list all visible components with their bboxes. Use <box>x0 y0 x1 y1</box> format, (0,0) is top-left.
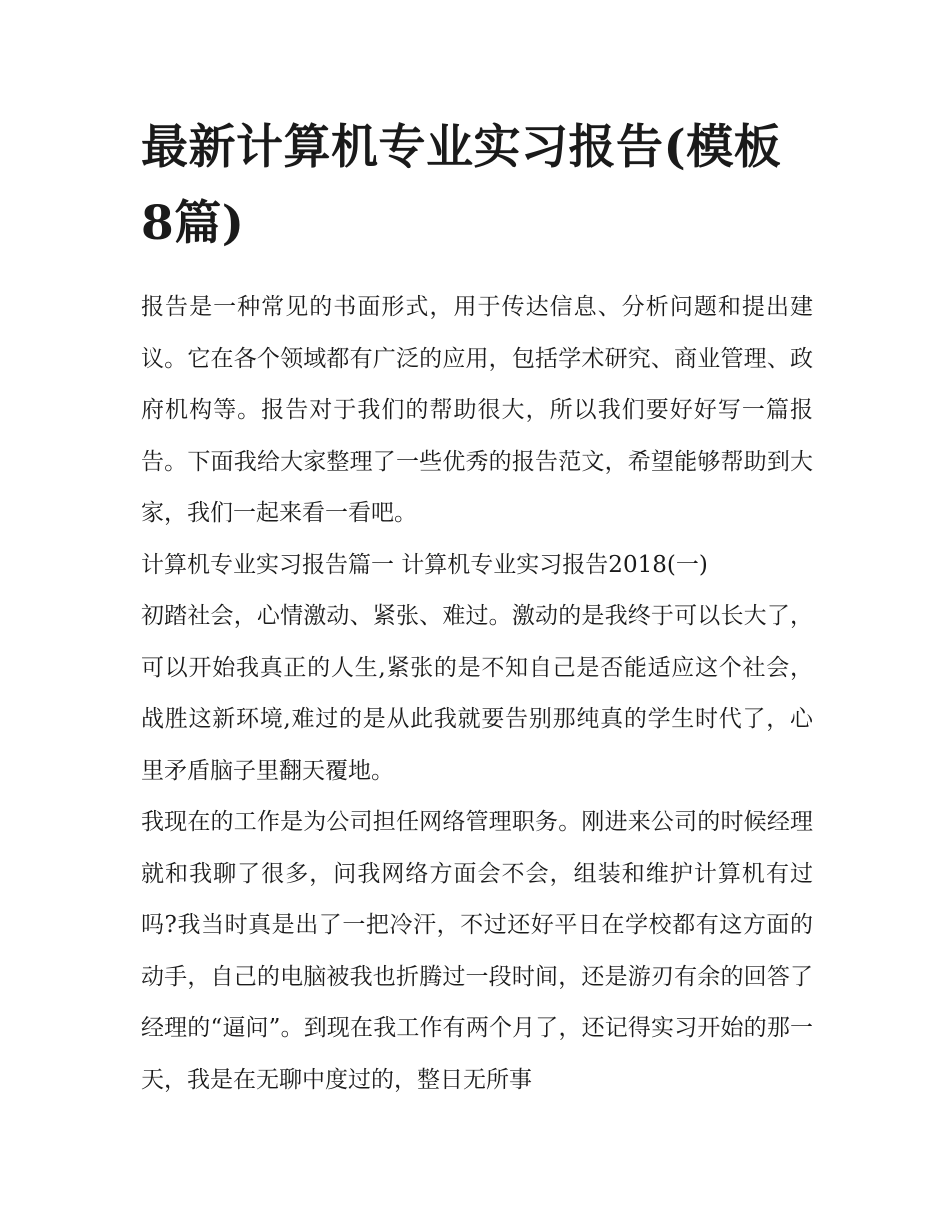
document-title: 最新计算机专业实习报告(模板8篇) <box>141 120 782 251</box>
body-paragraph: 初踏社会，心情激动、紧张、难过。激动的是我终于可以长大了，可以开始我真正的人生,紧张的是不知自己是否能适应这个社会，战胜这新环境,难过的是从此我就要告别那纯真的学生时代了，心里矛盾脑子里翻天覆地。 <box>141 603 813 784</box>
section-heading: 计算机专业实习报告篇一 计算机专业实习报告2018(一) <box>141 551 708 578</box>
intro-paragraph: 报告是一种常见的书面形式，用于传达信息、分析问题和提出建议。它在各个领域都有广泛的应用，包括学术研究、商业管理、政府机构等。报告对于我们的帮助很大，所以我们要好好写一篇报告。下面我给大家整理了一些优秀的报告范文，希望能够帮助到大家，我们一起来看一看吧。 <box>141 294 813 526</box>
document-page <box>141 110 813 1106</box>
body-paragraph: 我现在的工作是为公司担任网络管理职务。刚进来公司的时候经理就和我聊了很多，问我网络方面会不会，组装和维护计算机有过吗?我当时真是出了一把冷汗，不过还好平日在学校都有这方面的动手，自己的电脑被我也折腾过一段时间，还是游刃有余的回答了经理的“逼问”。到现在我工作有两个月了，还记得实习开始的那一天，我是在无聊中度过的，整日无所事 <box>141 809 813 1093</box>
